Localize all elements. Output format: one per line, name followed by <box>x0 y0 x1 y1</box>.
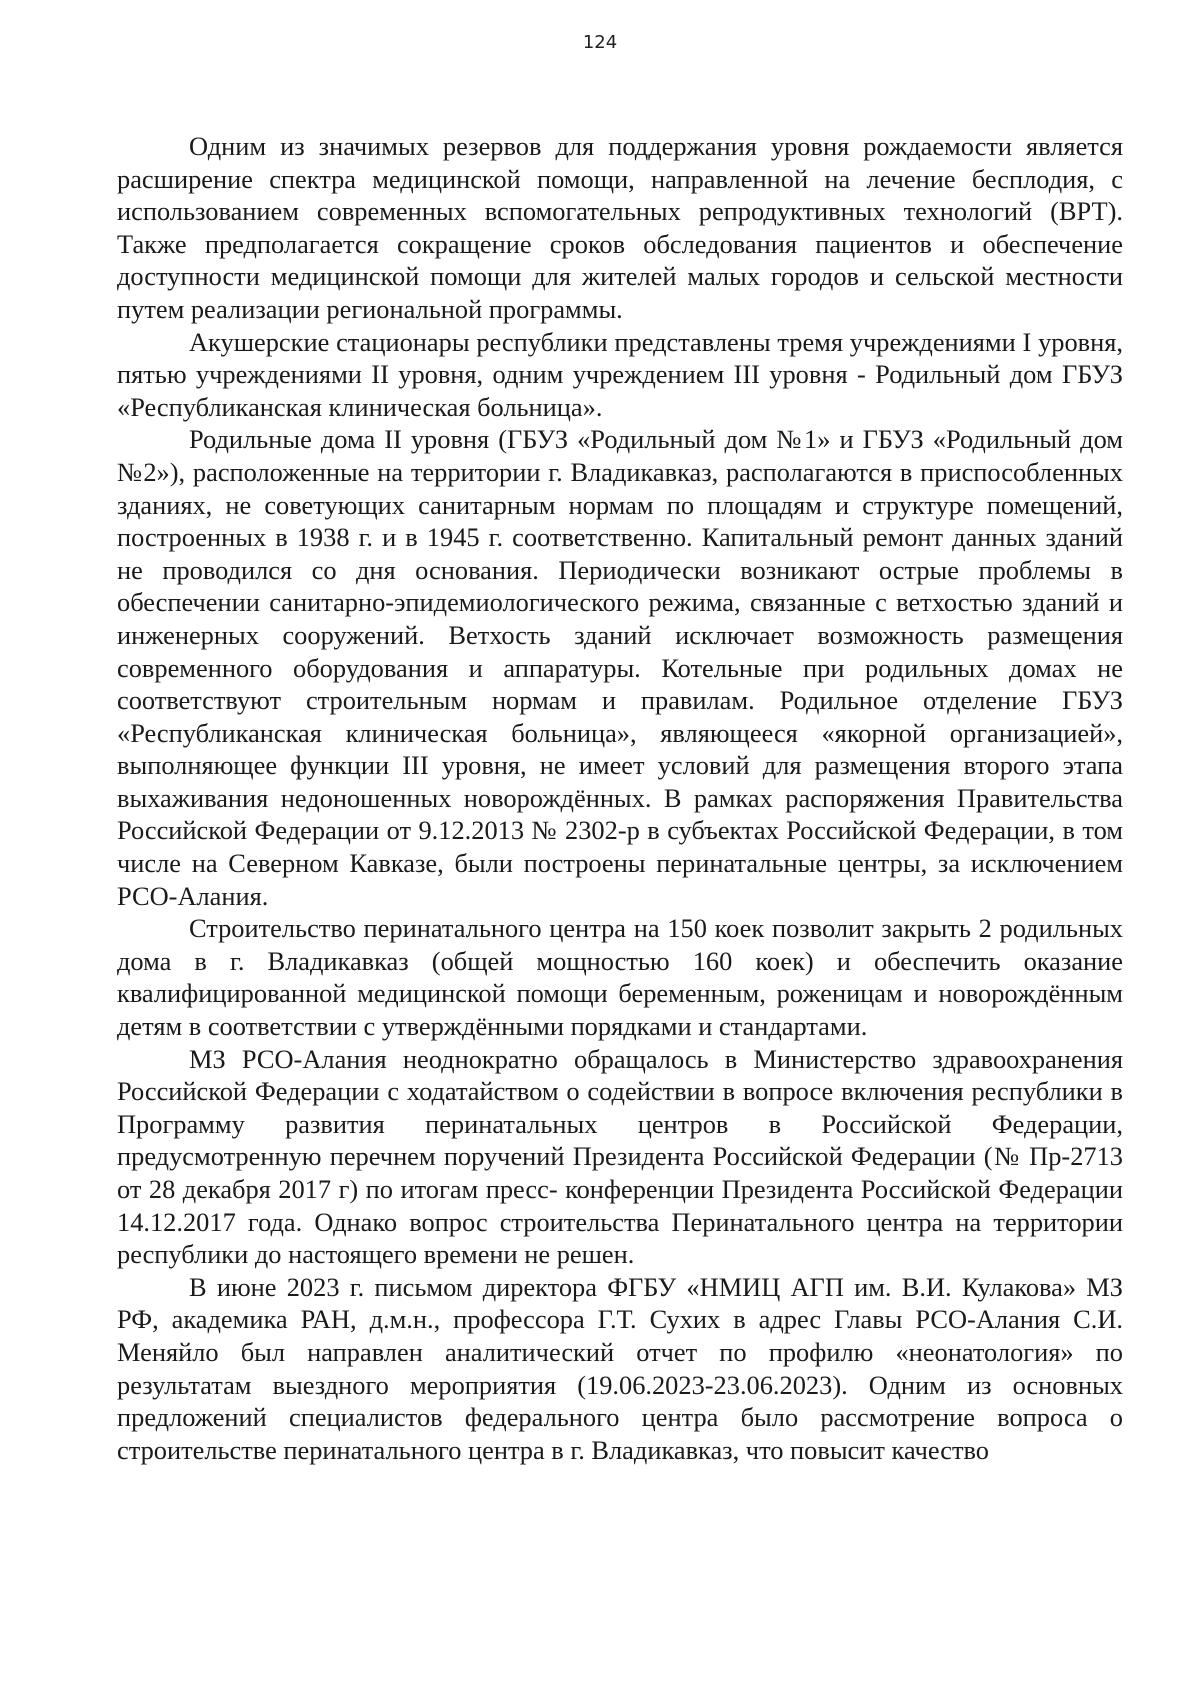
paragraph-obstetric-hospitals: Акушерские стационары республики представлены тремя учреждениями I уровня, пятью учреждениями II уровня, одним учреждением III уровня - Родильный дом ГБУЗ «Республиканская клиническая больница». <box>117 326 1123 422</box>
body-text <box>117 130 1123 1466</box>
page-number: 124 <box>582 32 618 53</box>
paragraph-ministry-appeal: МЗ РСО-Алания неоднократно обращалось в Министерство здравоохранения Российской Федерации с ходатайством о содействии в вопросе включения республики в Программу развития перинатальных центров в Российской Федерации, предусмотренную перечнем поручений Президента Российской Федерации (№ Пр-2713 от 28 декабря 2017 г) по итогам пресс- конференции Президента Российской Федерации 14.12.2017 года. Однако вопрос строительства Перинатального центра на территории республики до настоящего времени не решен. <box>117 1043 1123 1270</box>
paragraph-art-reproductive-technologies: Одним из значимых резервов для поддержания уровня рождаемости является расширение спектра медицинской помощи, направленной на лечение бесплодия, с использованием современных вспомогательных репродуктивных технологий (ВРТ). Также предполагается сокращение сроков обследования пациентов и обеспечение доступности медицинской помощи для жителей малых городов и сельской местности путем реализации региональной программы. <box>117 131 1123 324</box>
paragraph-june-2023-report: В июне 2023 г. письмом директора ФГБУ «НМИЦ АГП им. В.И. Кулакова» МЗ РФ, академика РАН, д.м.н., профессора Г.Т. Сухих в адрес Главы РСО-Алания С.И. Меняйло был направлен аналитический отчет по профилю «неонатология» по результатам выездного мероприятия (19.06.2023-23.06.2023). Одним из основных предложений специалистов федерального центра было рассмотрение вопроса о строительстве перинатального центра в г. Владикавказ, что повысит качество <box>117 1271 1123 1465</box>
paragraph-perinatal-center-construction: Строительство перинатального центра на 150 коек позволит закрыть 2 родильных дома в г. Владикавказ (общей мощностью 160 коек) и обеспечить оказание квалифицированной медицинской помощи беременным, роженицам и новорождённым детям в соответствии с утверждёнными порядками и стандартами. <box>117 913 1123 1042</box>
paragraph-maternity-homes-level-2: Родильные дома II уровня (ГБУЗ «Родильный дом №1» и ГБУЗ «Родильный дом №2»), расположенные на территории г. Владикавказ, располагаются в приспособленных зданиях, не советующих санитарным нормам по площадям и структуре помещений, построенных в 1938 г. и в 1945 г. соответственно. Капитальный ремонт данных зданий не проводился со дня основания. Периодически возникают острые проблемы в обеспечении санитарно-эпидемиологического режима, связанные с ветхостью зданий и инженерных сооружений. Ветхость зданий исключает возможность размещения современного оборудования и аппаратуры. Котельные при родильных домах не соответствуют строительным нормам и правилам. Родильное отделение ГБУЗ «Республиканская клиническая больница», являющееся «якорной организацией», выполняющее функции III уровня, не имеет условий для размещения второго этапа выхаживания недоношенных новорождённых. В рамках распоряжения Правительства Российской Федерации от 9.12.2013 № 2302-р в субъектах Российской Федерации, в том числе на Северном Кавказе, были построены перинатальные центры, за исключением РСО-Алания. <box>117 424 1123 911</box>
